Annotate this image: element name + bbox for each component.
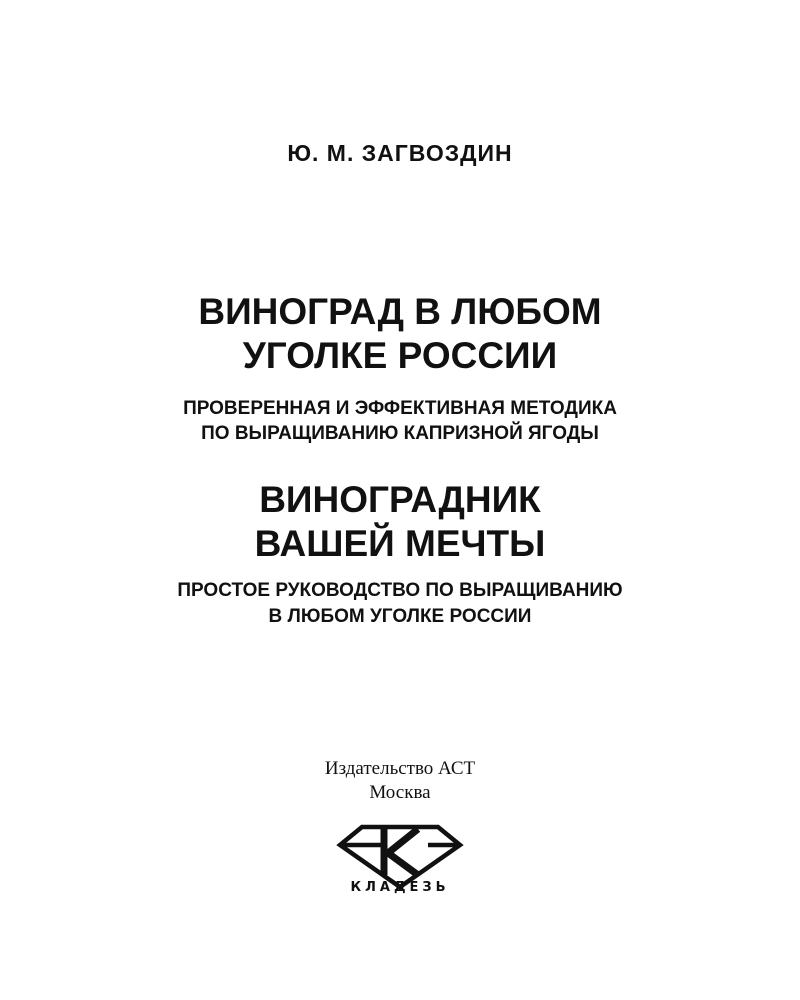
book1-subtitle-line1: ПРОВЕРЕННАЯ И ЭФФЕКТИВНАЯ МЕТОДИКА xyxy=(183,398,617,419)
imprint-name: КЛАДЕЗЬ xyxy=(350,880,450,895)
publisher-name: Издательство АСТ xyxy=(324,758,476,779)
book1-subtitle xyxy=(0,396,800,446)
book2-title-line1: ВИНОГРАДНИК xyxy=(259,479,541,520)
book2-subtitle xyxy=(0,578,800,630)
book2-subtitle-line2: В ЛЮБОМ УГОЛКЕ РОССИИ xyxy=(268,606,532,627)
author-name: Ю. М. ЗАГВОЗДИН xyxy=(287,140,513,166)
book2-title-line2: ВАШЕЙ МЕЧТЫ xyxy=(254,523,546,564)
publisher-city: Москва xyxy=(369,782,431,803)
book1-title xyxy=(0,290,800,378)
book2-title xyxy=(0,478,800,566)
book1-title-line1: ВИНОГРАД В ЛЮБОМ xyxy=(198,291,602,332)
publisher-block xyxy=(0,757,800,805)
book1-title-line2: УГОЛКЕ РОССИИ xyxy=(242,335,558,376)
book1-subtitle-line2: ПО ВЫРАЩИВАНИЮ КАПРИЗНОЙ ЯГОДЫ xyxy=(201,423,599,444)
book2-subtitle-line1: ПРОСТОЕ РУКОВОДСТВО ПО ВЫРАЩИВАНИЮ xyxy=(177,580,623,601)
